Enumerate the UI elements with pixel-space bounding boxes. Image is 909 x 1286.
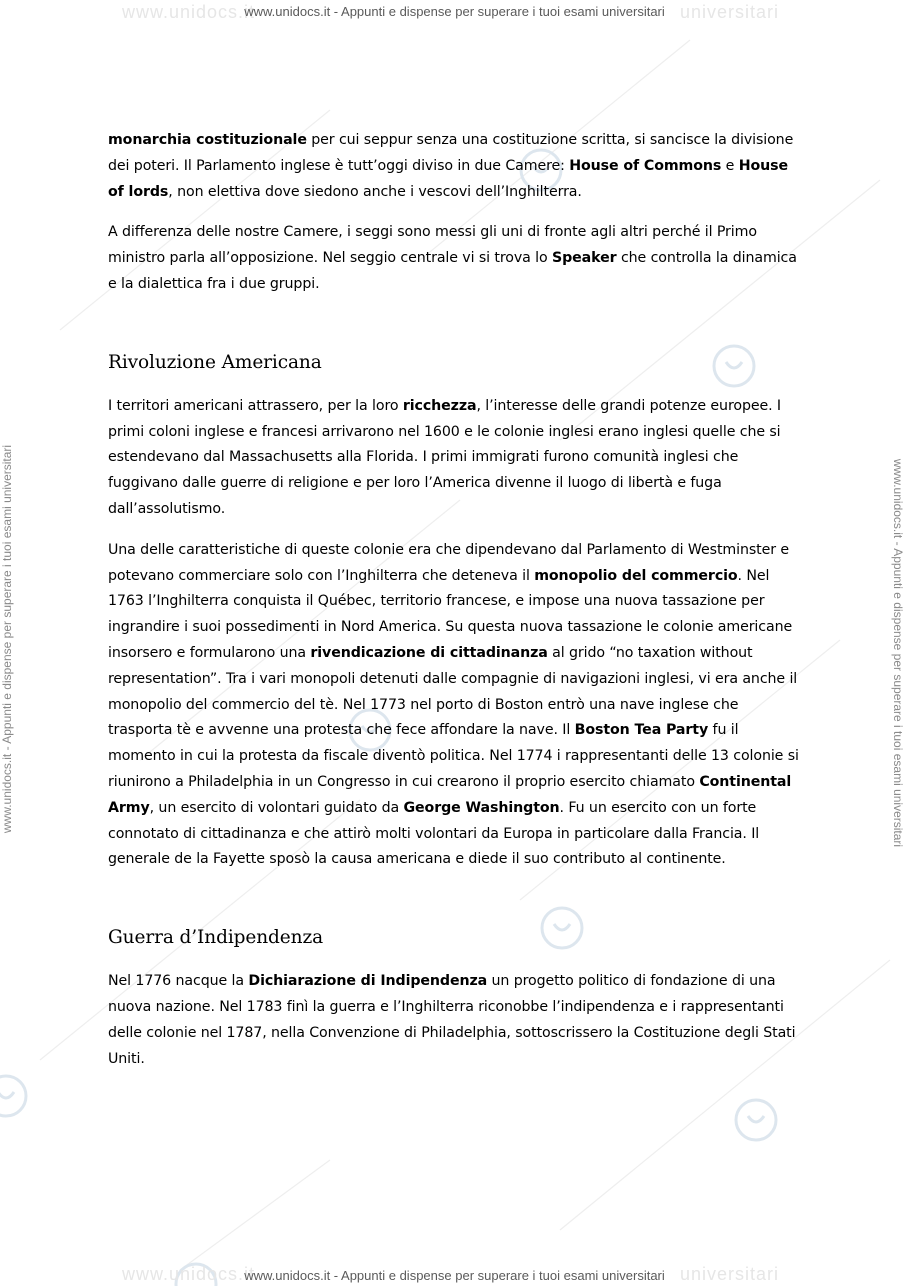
- paragraph-dichiarazione: [108, 969, 803, 1072]
- bold-term: monopolio del commercio: [534, 567, 738, 584]
- bold-term: Boston Tea Party: [574, 722, 709, 739]
- bold-term: Speaker: [551, 250, 617, 267]
- text-run: I territori americani attrassero, per la loro: [108, 397, 403, 414]
- bold-term: House of lords: [108, 157, 788, 200]
- ghost-watermark-left: www.unidocs.it: [122, 2, 256, 22]
- text-run: . Fu un esercito con un forte connotato di cittadinanza e che attirò molti volontari da Europa in particolare dalla Francia. Il generale de la Fayette sposò la causa americana e diede il suo contributo al continente.: [108, 799, 760, 868]
- bold-term: George Washington: [403, 799, 560, 816]
- ghost-watermark-right-bottom: universitari: [680, 1264, 780, 1284]
- watermark-banner-bottom: www.unidocs.it - Appunti e dispense per superare i tuoi esami universitari: [244, 1268, 665, 1283]
- bold-term: rivendicazione di cittadinanza: [310, 644, 548, 661]
- text-run: che controlla la dinamica e la dialettica fra i due gruppi.: [108, 250, 797, 292]
- bold-term: House of Commons: [569, 157, 722, 174]
- text-run: per cui seppur senza una costituzione scritta, si sancisce la divisione dei poteri. Il Parlamento inglese è tutt’oggi diviso in due Camere:: [108, 132, 794, 174]
- paragraph-camere: [108, 220, 803, 297]
- text-run: Nel 1776 nacque la: [108, 973, 249, 990]
- paragraph-colonie: [108, 538, 803, 873]
- text-run: , l’interesse delle grandi potenze europee. I primi coloni inglese e francesi arrivarono nel 1600 e le colonie inglesi erano inglesi quelle che si estendevano dal Massachusetts alla Florida. I primi immigrati furono comunità inglesi che fuggivano dalle guerre di religione e per loro l’America divenne il luogo di libertà e fuga dall’assolutismo.: [108, 397, 782, 517]
- bold-term: monarchia costituzionale: [108, 132, 307, 148]
- text-run: fu il momento in cui la protesta da fiscale diventò politica. Nel 1774 i rappresentanti delle 13 colonie si riunirono a Philadelphia in un Congresso in cui crearono il proprio esercito chiamato: [108, 722, 799, 790]
- text-run: , un esercito di volontari guidato da: [149, 799, 404, 816]
- text-run: , non elettiva dove siedono anche i vescovi dell’Inghilterra.: [168, 183, 582, 200]
- paragraph-territori: [108, 394, 803, 523]
- watermark-banner-left: www.unidocs.it - Appunti e dispense per superare i tuoi esami universitari: [0, 444, 14, 834]
- text-run: Una delle caratteristiche di queste colonie era che dipendevano dal Parlamento di Westminster e potevano commerciare solo con l’Inghilterra che deteneva il: [108, 541, 790, 584]
- watermark-banner-top: www.unidocs.it - Appunti e dispense per superare i tuoi esami universitari: [244, 4, 665, 19]
- bold-term: Dichiarazione di Indipendenza: [248, 973, 488, 990]
- text-run: A differenza delle nostre Camere, i seggi sono messi gli uni di fronte agli altri perché il Primo ministro parla all’opposizione. Nel seggio centrale vi si trova lo: [108, 224, 757, 267]
- watermark-banner-right: www.unidocs.it - Appunti e dispense per superare i tuoi esami universitari: [891, 458, 905, 848]
- heading-rivoluzione-americana: Rivoluzione Americana: [108, 351, 322, 373]
- text-run: . Nel 1763 l’Inghilterra conquista il Québec, territorio francese, e impose una nuova tassazione per ingrandire i suoi possedimenti in Nord America. Su questa nuova tassazione le colonie americane insorsero e formularono una: [108, 567, 793, 661]
- bold-term: Continental Army: [108, 773, 792, 816]
- text-run: al grido “no taxation without representation”. Tra i vari monopoli detenuti dalle compagnie di navigazioni inglesi, vi era anche il monopolio del commercio del tè. Nel 1773 nel porto di Boston entrò una nave inglese che trasporta tè e avvenne una protesta che fece affondare la nave. Il: [108, 644, 798, 739]
- text-run: e: [721, 157, 739, 174]
- paragraph-parlamento: [108, 128, 803, 205]
- ghost-watermark-right: universitari: [680, 2, 780, 22]
- text-run: un progetto politico di fondazione di una nuova nazione. Nel 1783 finì la guerra e l’Inghilterra riconobbe l’indipendenza e i rappresentanti delle colonie nel 1787, nella Convenzione di Philadelphia, sottoscrissero la Costituzione degli Stati Uniti.: [108, 973, 796, 1067]
- heading-guerra-indipendenza: Guerra d’Indipendenza: [108, 927, 324, 949]
- bold-term: ricchezza: [402, 397, 477, 414]
- ghost-watermark-left-bottom: www.unidocs.it: [122, 1264, 256, 1284]
- document-body: [108, 128, 803, 1087]
